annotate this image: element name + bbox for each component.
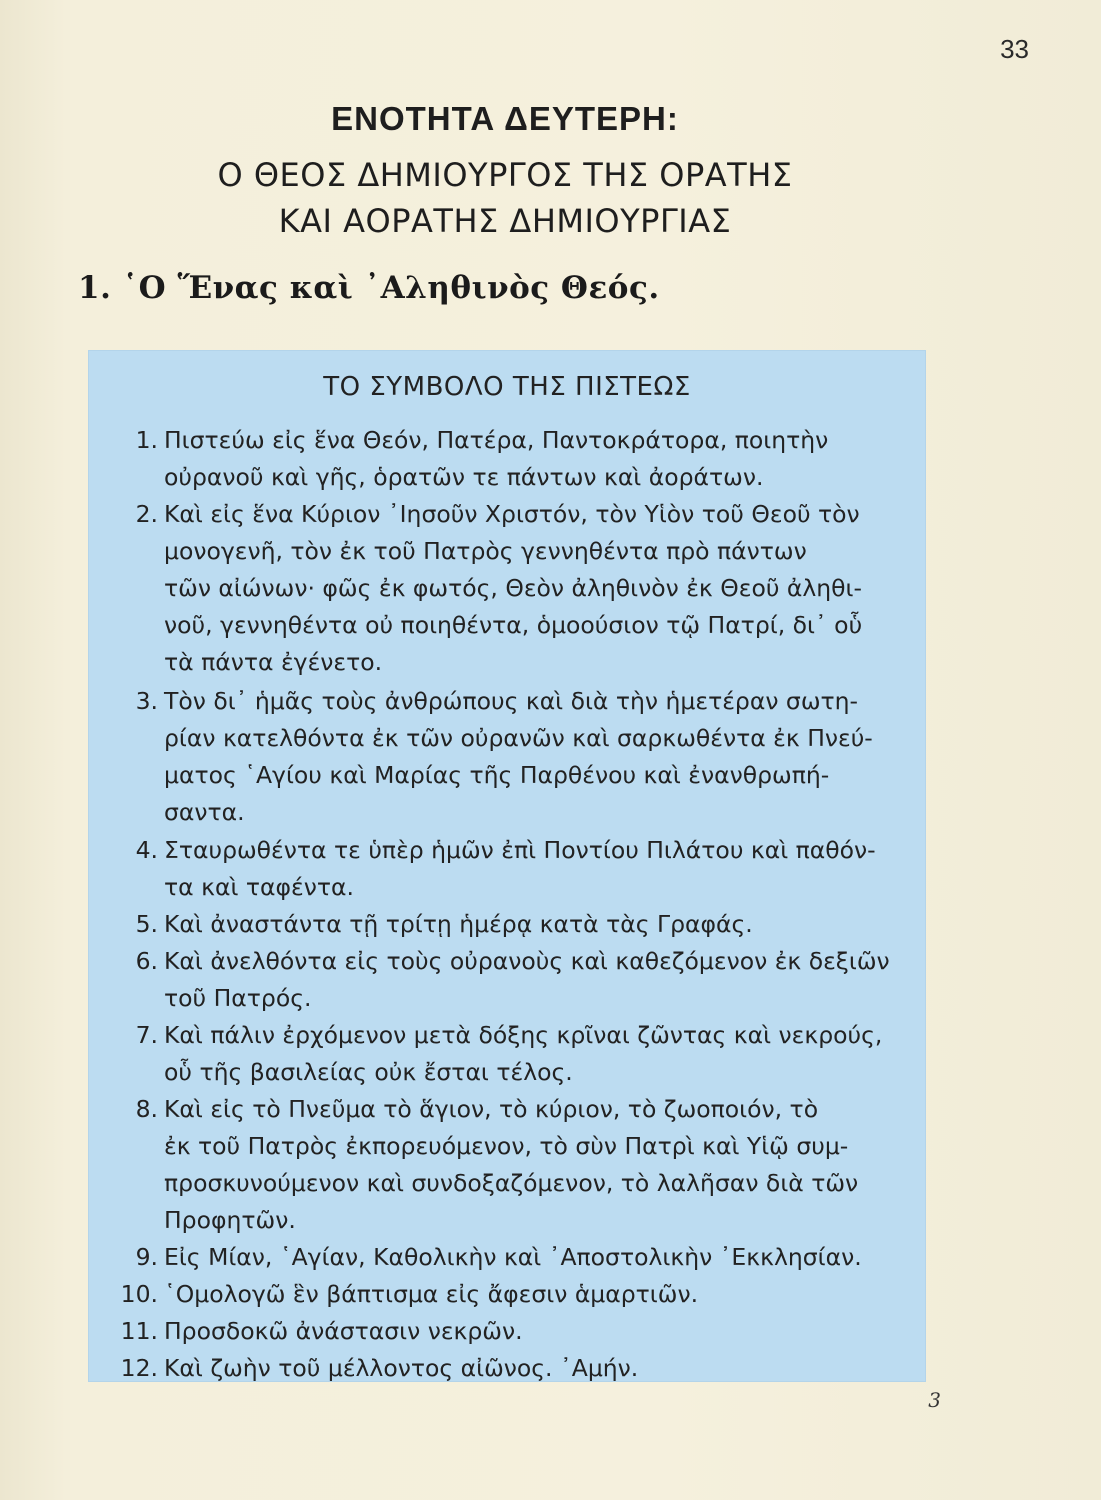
article-line: σαντα. — [164, 798, 245, 826]
signature-mark: 3 — [928, 1388, 941, 1412]
article-line: τοῦ Πατρός. — [164, 984, 312, 1012]
creed-article-1 — [88, 422, 926, 496]
article-number: 1. — [135, 426, 158, 454]
creed-article-8 — [88, 1091, 926, 1239]
article-line: Τὸν δι᾿ ἡμᾶς τοὺς ἀνθρώπους καὶ διὰ τὴν ἡμετέραν σωτη- — [164, 687, 859, 715]
article-number: 7. — [135, 1021, 158, 1049]
article-line: Προφητῶν. — [164, 1206, 296, 1234]
article-line: νοῦ, γεννηθέντα οὐ ποιηθέντα, ὁμοούσιον τῷ Πατρί, δι᾿ οὗ — [164, 611, 863, 639]
article-number: 2. — [135, 500, 158, 528]
article-line: τὰ πάντα ἐγένετο. — [164, 648, 383, 676]
article-line: Καὶ εἰς ἕνα Κύριον ᾿Ιησοῦν Χριστόν, τὸν Υἱὸν τοῦ Θεοῦ τὸν — [164, 500, 860, 528]
article-line: μονογενῆ, τὸν ἐκ τοῦ Πατρὸς γεννηθέντα πρὸ πάντων — [164, 537, 807, 565]
creed-article-6 — [88, 943, 926, 1017]
article-line: Καὶ ἀναστάντα τῇ τρίτῃ ἡμέρᾳ κατὰ τὰς Γραφάς. — [164, 910, 753, 938]
creed-title: ΤΟ ΣΥΜΒΟΛΟ ΤΗΣ ΠΙΣΤΕΩΣ — [323, 372, 691, 402]
creed-article-12 — [88, 1350, 926, 1387]
article-number: 11. — [120, 1317, 158, 1345]
article-line: Καὶ πάλιν ἐρχόμενον μετὰ δόξης κρῖναι ζῶντας καὶ νεκρούς, — [164, 1021, 883, 1049]
section-header — [0, 100, 1010, 244]
article-line: ῾Ομολογῶ ἓν βάπτισμα εἰς ἄφεσιν ἁμαρτιῶν. — [164, 1280, 699, 1308]
creed-article-9 — [88, 1239, 926, 1276]
article-line: προσκυνούμενον καὶ συνδοξαζόμενον, τὸ λαλῆσαν διὰ τῶν — [164, 1169, 859, 1197]
article-line: οὐρανοῦ καὶ γῆς, ὁρατῶν τε πάντων καὶ ἀοράτων. — [164, 463, 764, 491]
article-number: 12. — [120, 1354, 158, 1382]
article-line: Καὶ ἀνελθόντα εἰς τοὺς οὐρανοὺς καὶ καθεζόμενον ἐκ δεξιῶν — [164, 947, 890, 975]
article-line: Εἰς Μίαν, ῾Αγίαν, Καθολικὴν καὶ ᾿Αποστολικὴν ᾿Εκκλησίαν. — [164, 1243, 862, 1271]
creed-article-2 — [88, 496, 926, 681]
article-number: 5. — [135, 910, 158, 938]
article-number: 3. — [135, 687, 158, 715]
creed-article-3 — [88, 683, 926, 831]
article-line: ρίαν κατελθόντα ἐκ τῶν οὐρανῶν καὶ σαρκωθέντα ἐκ Πνεύ- — [164, 724, 873, 752]
chapter-heading: 1. ῾Ο Ἕνας καὶ ᾿Αληθινὸς Θεός. — [78, 270, 660, 306]
article-line: τῶν αἰώνων· φῶς ἐκ φωτός, Θεὸν ἀληθινὸν ἐκ Θεοῦ ἀληθι- — [164, 574, 862, 602]
article-number: 8. — [135, 1095, 158, 1123]
article-line: ἐκ τοῦ Πατρὸς ἐκπορευόμενον, τὸ σὺν Πατρὶ καὶ Υἱῷ συμ- — [164, 1132, 849, 1160]
page-number: 33 — [1000, 34, 1029, 64]
subtitle-line-1: Ο ΘΕΟΣ ΔΗΜΙΟΥΡΓΟΣ ΤΗΣ ΟΡΑΤΗΣ — [217, 156, 793, 194]
subtitle-line-2: ΚΑΙ ΑΟΡΑΤΗΣ ΔΗΜΙΟΥΡΓΙΑΣ — [278, 202, 732, 240]
article-line: Πιστεύω εἰς ἕνα Θεόν, Πατέρα, Παντοκράτορα, ποιητὴν — [164, 426, 829, 454]
creed-article-10 — [88, 1276, 926, 1313]
article-line: ματος ῾Αγίου καὶ Μαρίας τῆς Παρθένου καὶ ἐνανθρωπή- — [164, 761, 830, 789]
article-number: 10. — [120, 1280, 158, 1308]
article-line: οὗ τῆς βασιλείας οὐκ ἔσται τέλος. — [164, 1058, 573, 1086]
article-number: 4. — [135, 836, 158, 864]
article-number: 6. — [135, 947, 158, 975]
article-line: τα καὶ ταφέντα. — [164, 873, 354, 901]
article-line: Σταυρωθέντα τε ὑπὲρ ἡμῶν ἐπὶ Ποντίου Πιλάτου καὶ παθόν- — [164, 836, 876, 864]
article-line: Καὶ ζωὴν τοῦ μέλλοντος αἰῶνος. ᾿Αμήν. — [164, 1354, 639, 1382]
creed-article-5 — [88, 906, 926, 943]
section-title: ΕΝΟΤΗΤΑ ΔΕΥΤΕΡΗ: — [331, 100, 679, 137]
creed-box — [88, 350, 926, 1382]
article-line: Καὶ εἰς τὸ Πνεῦμα τὸ ἅγιον, τὸ κύριον, τὸ ζωοποιόν, τὸ — [164, 1095, 819, 1123]
creed-article-11 — [88, 1313, 926, 1350]
creed-article-7 — [88, 1017, 926, 1091]
creed-article-4 — [88, 832, 926, 906]
article-line: Προσδοκῶ ἀνάστασιν νεκρῶν. — [164, 1317, 523, 1345]
article-number: 9. — [135, 1243, 158, 1271]
